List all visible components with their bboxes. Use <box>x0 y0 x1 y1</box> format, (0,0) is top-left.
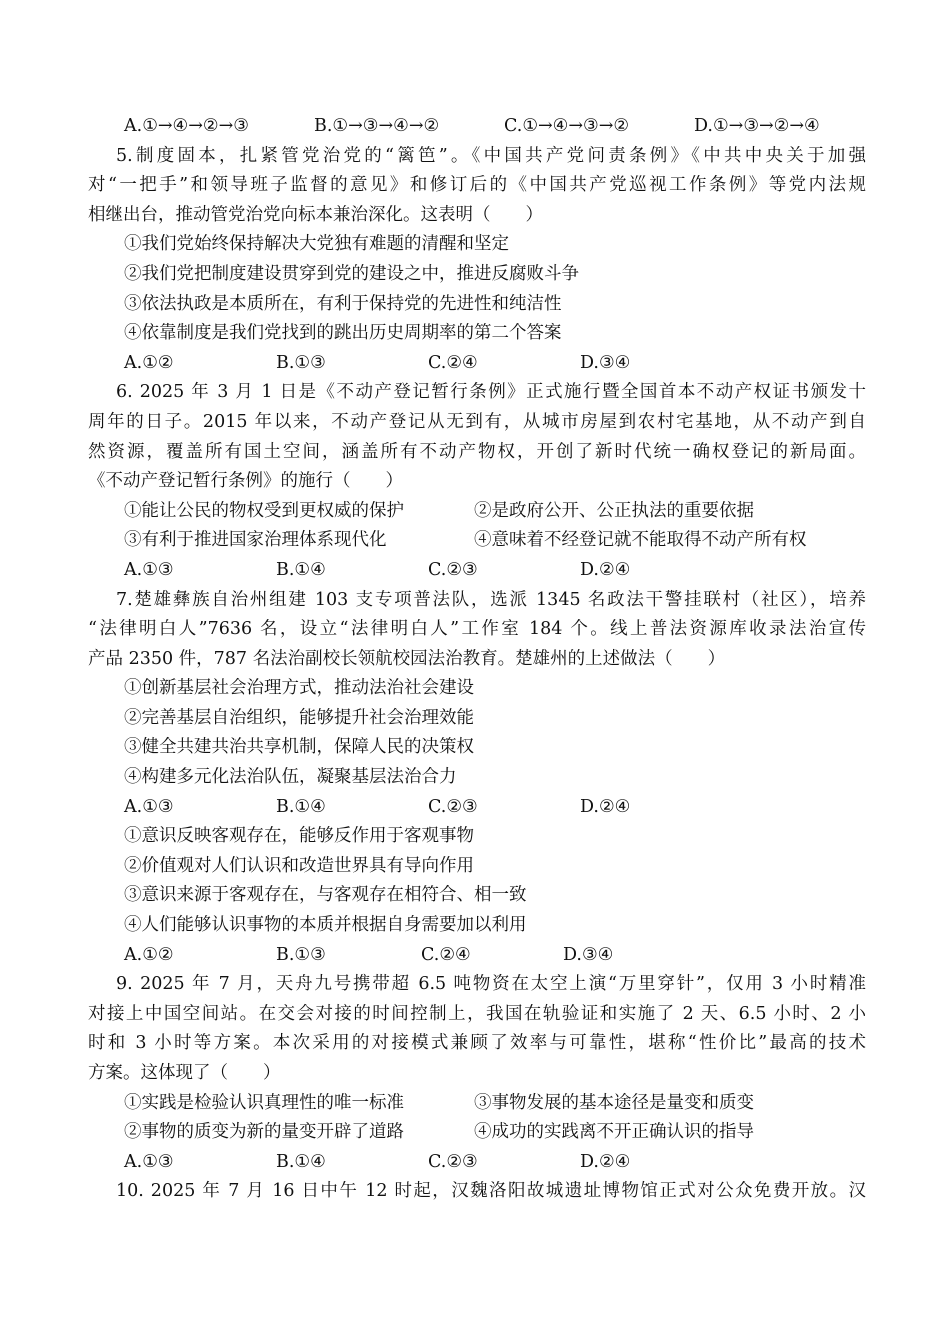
question-9-stem-line: 9. 2025 年 7 月，天舟九号携带超 6.5 吨物资在太空上演“万里穿针”，仅用 3 小时精准 <box>116 974 866 995</box>
option-c: C.②③ <box>428 1151 478 1172</box>
question-7-item: ④构建多元化法治队伍，凝聚基层法治合力 <box>124 767 457 788</box>
question-7-item: ②完善基层自治组织，能够提升社会治理效能 <box>124 707 474 728</box>
question-8 <box>88 822 866 970</box>
question-5-options <box>88 349 866 379</box>
question-5-item: ①我们党始终保持解决大党独有难题的清醒和坚定 <box>124 234 509 255</box>
question-8-item: ④人们能够认识事物的本质并根据自身需要加以利用 <box>124 915 527 936</box>
question-9-item: ①实践是检验认识真理性的唯一标准 <box>124 1092 404 1113</box>
option-d: D.①→③→②→④ <box>694 116 820 136</box>
question-6-items-row <box>88 526 866 556</box>
question-9-item: ④成功的实践离不开正确认识的指导 <box>474 1122 754 1143</box>
question-7-item: ①创新基层社会治理方式，推动法治社会建设 <box>124 678 474 699</box>
option-a: A.①② <box>124 944 174 965</box>
question-7-stem-line: 7.楚雄彝族自治州组建 103 支专项普法队，选派 1345 名政法干警挂联村（社区），培养 <box>116 589 866 610</box>
option-a: A.①③ <box>124 559 174 580</box>
question-6 <box>88 378 866 585</box>
option-d: D.②④ <box>580 559 631 580</box>
option-b: B.①④ <box>276 559 326 580</box>
question-6-item: ①能让公民的物权受到更权威的保护 <box>124 500 404 521</box>
option-d: D.③④ <box>580 352 631 373</box>
question-6-stem-line: 然资源，覆盖所有国土空间，涵盖所有不动产物权，开创了新时代统一确权登记的新局面。 <box>88 441 866 462</box>
option-b: B.①④ <box>276 796 326 817</box>
question-9-item: ③事物发展的基本途径是量变和质变 <box>474 1092 754 1113</box>
option-b: B.①④ <box>276 1151 326 1172</box>
question-9-stem-line: 方案。这体现了（ ） <box>88 1063 281 1083</box>
question-9-stem-line: 时和 3 小时等方案。本次采用的对接模式兼顾了效率与可靠性，堪称“性价比”最高的技术 <box>88 1033 866 1054</box>
question-9-options <box>88 1148 866 1178</box>
option-c: C.②④ <box>428 352 478 373</box>
option-a: A.①② <box>124 352 174 373</box>
question-6-items-row <box>88 497 866 527</box>
option-a: A.①③ <box>124 796 174 817</box>
question-5-stem-line: 5.制度固本，扎紧管党治党的“篱笆”。《中国共产党问责条例》《中共中央关于加强 <box>116 145 866 166</box>
question-6-item: ④意味着不经登记就不能取得不动产所有权 <box>474 530 807 551</box>
question-6-stem-line: 周年的日子。2015 年以来，不动产登记从无到有，从城市房屋到农村宅基地，从不动产到自 <box>88 411 866 432</box>
question-8-item: ③意识来源于客观存在，与客观存在相符合、相一致 <box>124 885 527 906</box>
question-6-stem-line: 6. 2025 年 3 月 1 日是《不动产登记暂行条例》正式施行暨全国首本不动产权证书颁发十 <box>116 382 866 403</box>
option-d: D.②④ <box>580 1151 631 1172</box>
question-6-item: ③有利于推进国家治理体系现代化 <box>124 530 387 551</box>
question-5-item: ③依法执政是本质所在，有利于保持党的先进性和纯洁性 <box>124 293 562 314</box>
question-9-stem-line: 对接上中国空间站。在交会对接的时间控制上，我国在轨验证和实施了 2 天、6.5 小时、2 小 <box>88 1003 866 1024</box>
question-5-stem-line: 相继出台，推动管党治党向标本兼治深化。这表明（ ） <box>88 204 543 225</box>
question-6-options <box>88 556 866 586</box>
option-d: D.②④ <box>580 796 631 817</box>
option-a: A.①③ <box>124 1151 174 1172</box>
question-9-items-row <box>88 1118 866 1148</box>
option-b: B.①③ <box>276 944 326 965</box>
question-8-item: ①意识反映客观存在，能够反作用于客观事物 <box>124 826 474 847</box>
question-8-options <box>88 941 866 971</box>
question-5-item: ④依靠制度是我们党找到的跳出历史周期率的第二个答案 <box>124 323 562 344</box>
question-5-item: ②我们党把制度建设贯穿到党的建设之中，推进反腐败斗争 <box>124 263 579 284</box>
question-6-item: ②是政府公开、公正执法的重要依据 <box>474 500 754 521</box>
question-7-item: ③健全共建共治共享机制，保障人民的决策权 <box>124 737 474 758</box>
exam-page <box>88 112 866 1207</box>
question-5 <box>88 142 866 379</box>
option-c: C.②④ <box>421 944 471 965</box>
option-c: C.②③ <box>428 796 478 817</box>
option-b: B.①→③→④→② <box>314 116 440 136</box>
question-9-item: ②事物的质变为新的量变开辟了道路 <box>124 1122 404 1143</box>
question-5-stem-line: 对“一把手”和领导班子监督的意见》和修订后的《中国共产党巡视工作条例》等党内法规 <box>88 175 866 196</box>
option-c: C.①→④→③→② <box>504 116 630 136</box>
option-a: A.①→④→②→③ <box>124 116 249 136</box>
option-c: C.②③ <box>428 559 478 580</box>
question-7 <box>88 586 866 823</box>
option-d: D.③④ <box>563 944 614 965</box>
question-6-stem-line: 《不动产登记暂行条例》的施行（ ） <box>88 471 403 492</box>
question-10-stem-line: 10. 2025 年 7 月 16 日中午 12 时起，汉魏洛阳故城遗址博物馆正式对公众免费开放。汉 <box>116 1181 866 1202</box>
question-7-stem-line: “法律明白人”7636 名，设立“法律明白人”工作室 184 个。线上普法资源库收录法治宣传 <box>88 619 866 640</box>
question-4-options <box>88 112 866 142</box>
question-7-options <box>88 793 866 823</box>
option-b: B.①③ <box>276 352 326 373</box>
question-10 <box>88 1177 866 1207</box>
question-7-stem-line: 产品 2350 件，787 名法治副校长领航校园法治教育。楚雄州的上述做法（ ） <box>88 648 726 669</box>
question-9 <box>88 970 866 1177</box>
question-8-item: ②价值观对人们认识和改造世界具有导向作用 <box>124 855 474 876</box>
question-9-items-row <box>88 1089 866 1119</box>
